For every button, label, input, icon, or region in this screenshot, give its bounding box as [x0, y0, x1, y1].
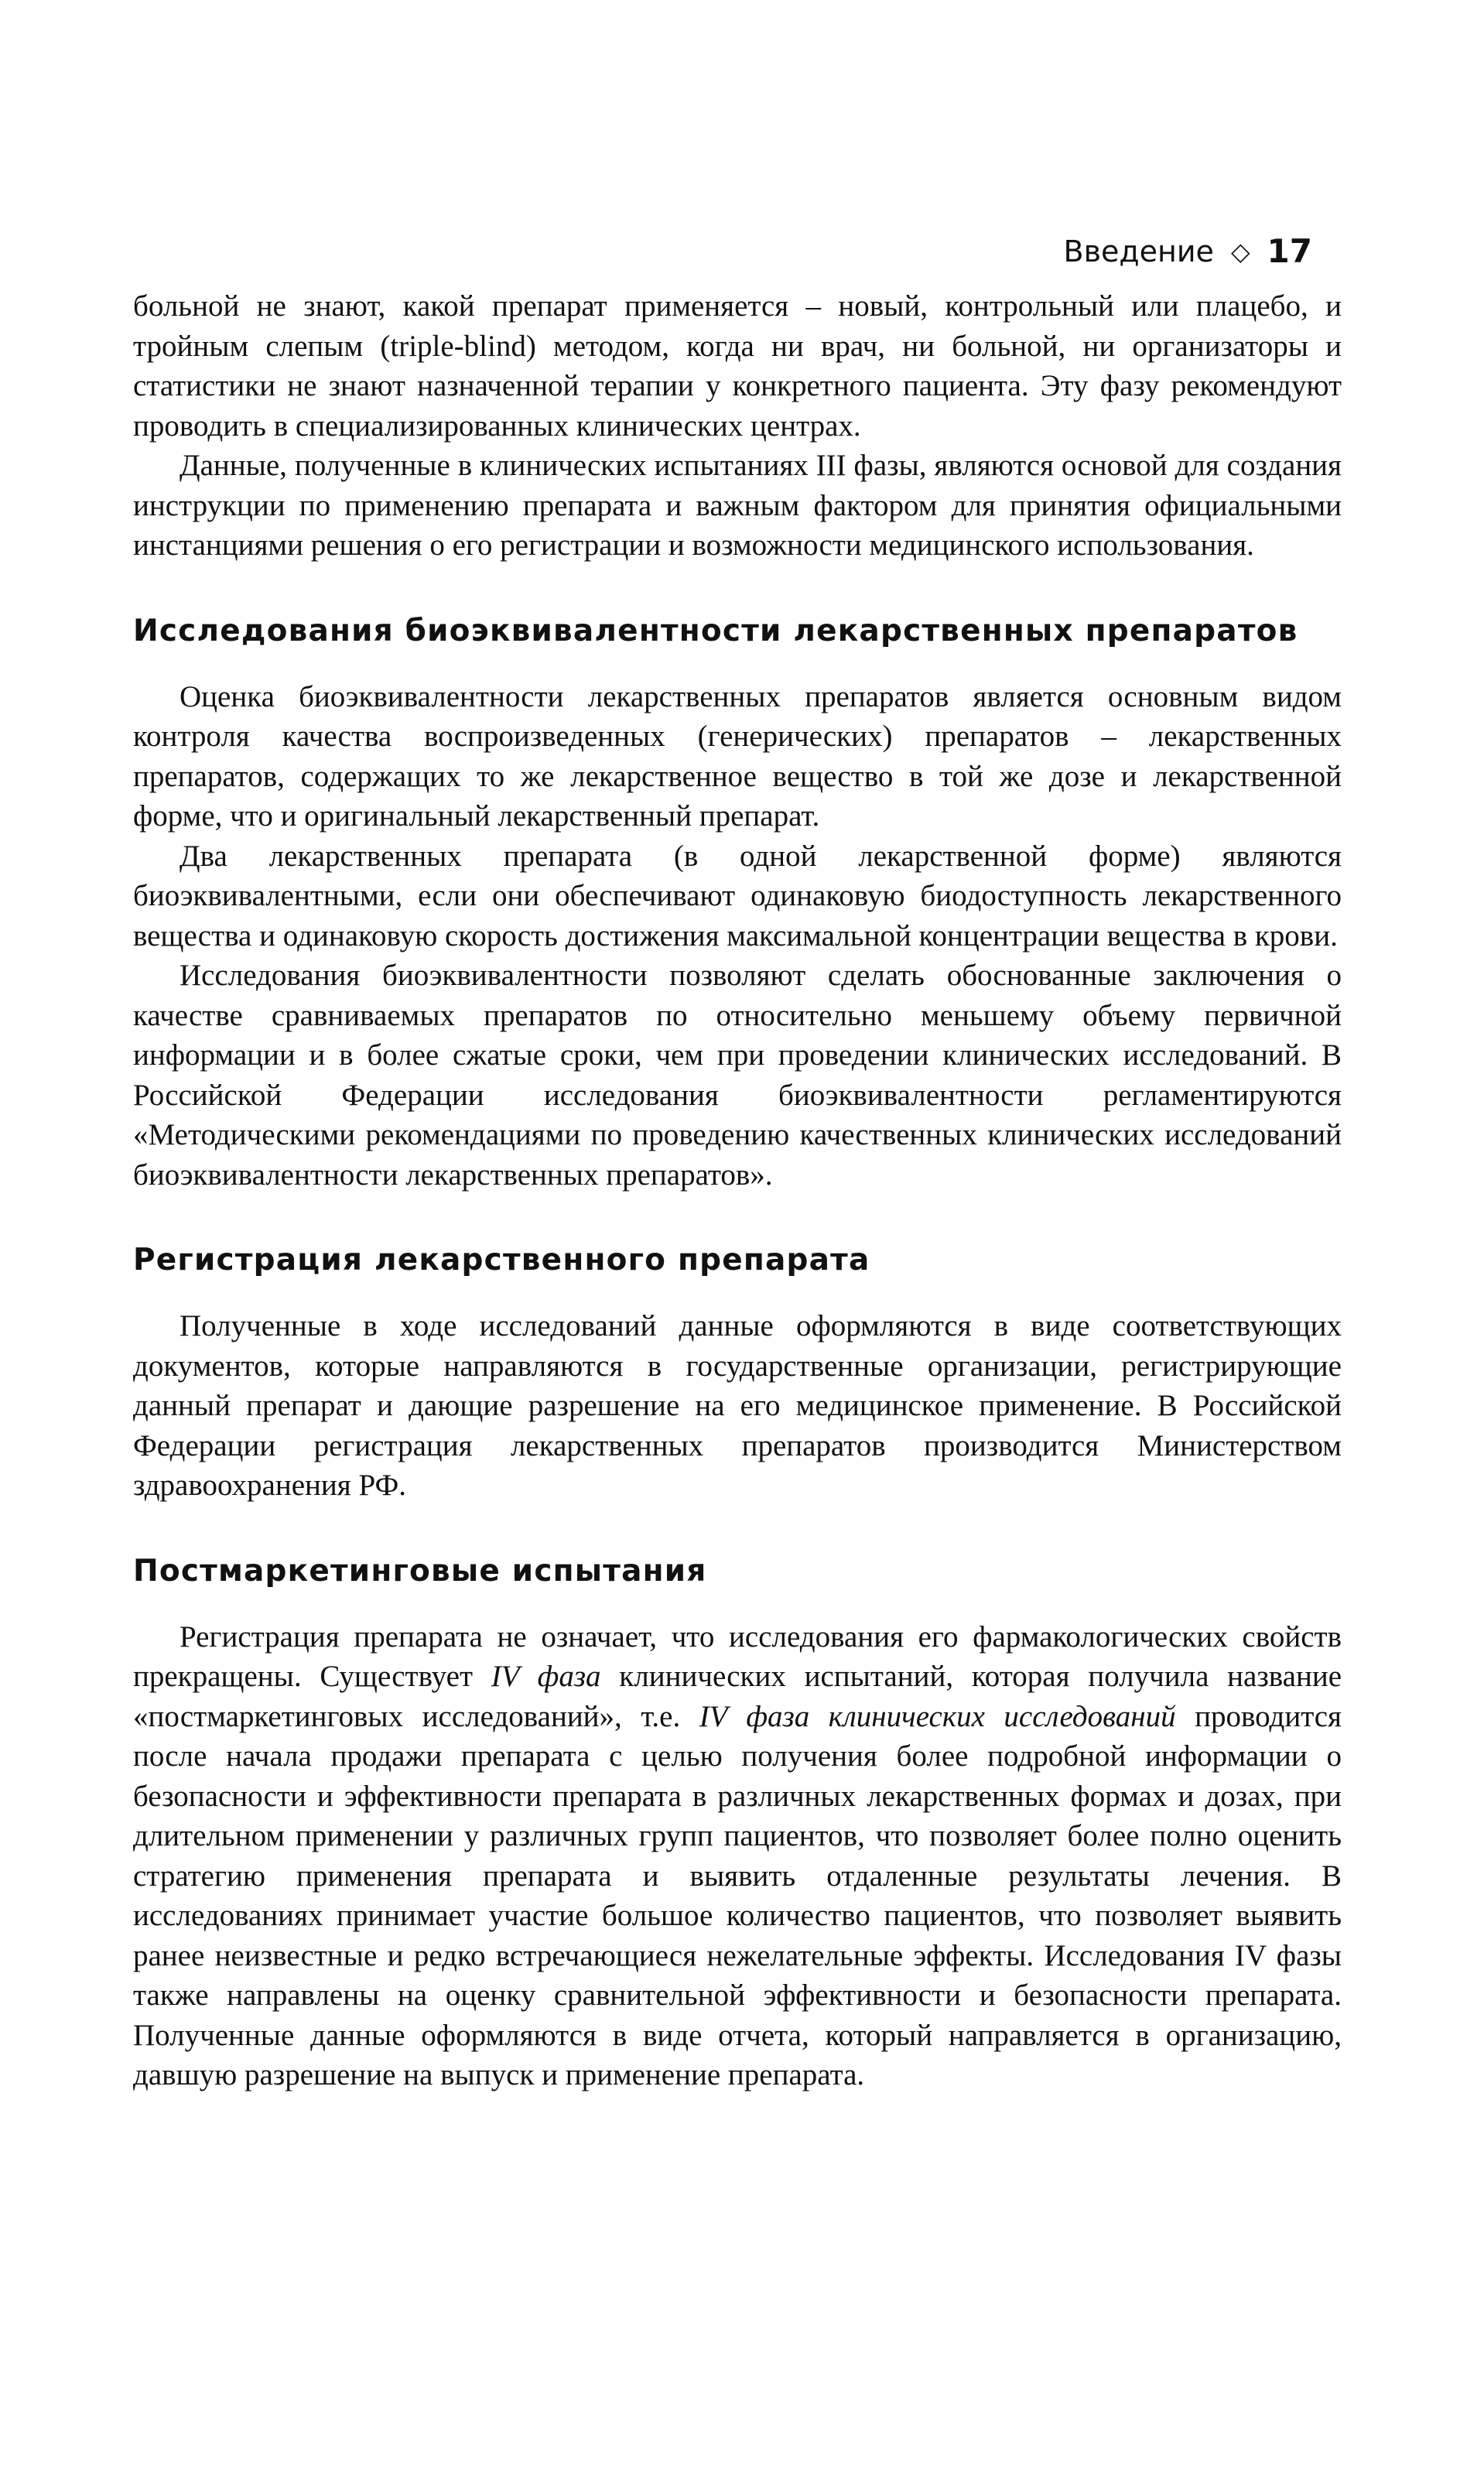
page-number: 17: [1267, 232, 1312, 270]
section-title: Введение: [1063, 234, 1214, 268]
registration-heading: Регистрация лекарственного препарата: [133, 1243, 870, 1277]
phase-iv-emphasis: IV фаза: [491, 1660, 601, 1693]
postmarketing-paragraph-1: [133, 1617, 1342, 2095]
bioequivalence-paragraph-3: Исследования биоэквивалентности позволяют сделать обоснованные заключения о качестве сравниваемых препаратов по относительно меньшему объему первичной информации и в более сжатые сроки, чем при проведении клинических исследований. В Российской Федерации исследования биоэквивалентности регламентируются «Методическими рекомендациями по проведению качественных клинических исследований биоэквивалентности лекарственных препаратов».: [133, 959, 1342, 1192]
intro-paragraph-1: больной не знают, какой препарат применяется – новый, контрольный или плацебо, и тройным слепым (triple-blind) методом, когда ни врач, ни больной, ни организаторы и статистики не знают назначенной терапии у конкретного пациента. Эту фазу рекомендуют проводить в специализированных клинических центрах.: [133, 289, 1342, 443]
postmarketing-text-b: клинических испытаний, которая получила название «постмаркетинговых исследований», т.е.: [133, 1660, 1342, 1733]
postmarketing-text-c: проводится после начала продажи препарата с целью получения более подробной информации о безопасности и эффективности препарата в различных лекарственных формах и дозах, при длительном применении у различных групп пациентов, что позволяет более полно оценить стратегию применения препарата и выявить отдаленные результаты лечения. В исследованиях принимает участие большое количество пациентов, что позволяет выявить ранее неизвестные и редко встречающиеся нежелательные эффекты. Исследования IV фазы также направлены на оценку сравнительной эффективности и безопасности препарата. Полученные данные оформляются в виде отчета, который направляется в организацию, давшую разрешение на выпуск и применение препарата.: [133, 1699, 1342, 2091]
postmarketing-heading: Постмаркетинговые испытания: [133, 1553, 707, 1589]
bioequivalence-paragraph-2: Два лекарственных препарата (в одной лекарственной форме) являются биоэквивалентными, если они обеспечивают одинаковую биодоступность лекарственного вещества и одинаковую скорость достижения максимальной концентрации вещества в крови.: [133, 839, 1342, 953]
running-head: [1064, 232, 1312, 270]
page-content: [133, 286, 1342, 2095]
intro-paragraph-2: Данные, полученные в клинических испытаниях III фазы, являются основой для создания инструкции по применению препарата и важным фактором для принятия официальными инстанциями решения о его регистрации и возможности медицинского использования.: [133, 449, 1342, 562]
bioequivalence-paragraph-1: Оценка биоэквивалентности лекарственных препаратов является основным видом контроля качества воспроизведенных (генерических) препаратов – лекарственных препаратов, содержащих то же лекарственное вещество в той же дозе и лекарственной форме, что и оригинальный лекарственный препарат.: [133, 679, 1342, 833]
diamond-icon: ◇: [1230, 236, 1250, 266]
postmarketing-text-a: Регистрация препарата не означает, что исследования его фармакологических свойств прекращены. Существует: [133, 1619, 1342, 1693]
bioequivalence-heading: Исследования биоэквивалентности лекарственных препаратов: [133, 613, 1298, 648]
phase-iv-studies-emphasis: IV фаза клинических исследований: [699, 1699, 1176, 1733]
registration-paragraph-1: Полученные в ходе исследований данные оформляются в виде соответствующих документов, которые направляются в государственные организации, регистрирующие данный препарат и дающие разрешение на его медицинское применение. В Российской Федерации регистрация лекарственных препаратов производится Министерством здравоохранения РФ.: [133, 1309, 1342, 1502]
